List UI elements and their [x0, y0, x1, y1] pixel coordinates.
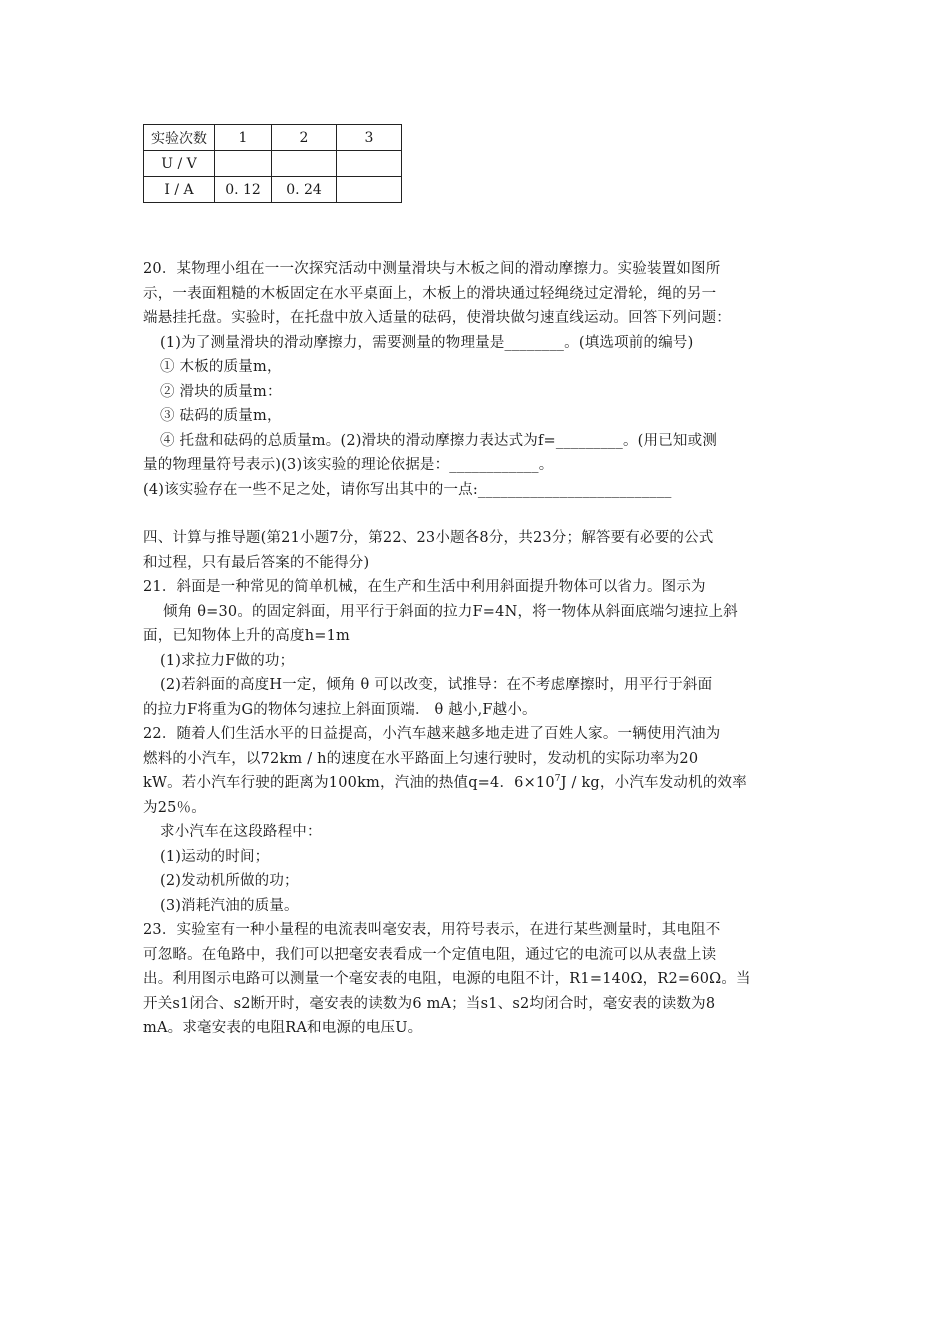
text-line: mA。求毫安表的电阻RA和电源的电压U。	[143, 1020, 423, 1036]
table-cell: 1	[215, 125, 272, 151]
table-row	[144, 177, 402, 203]
text-line: (1)为了测量滑块的滑动摩擦力，需要测量的物理量是________。(填选项前的编号)	[160, 334, 694, 351]
table-cell: 0. 12	[215, 177, 272, 203]
text-line: 四、计算与推导题(第21小题7分，第22、23小题各8分，共23分；解答要有必要的公式	[143, 530, 714, 546]
table-cell	[215, 151, 272, 177]
question-21	[143, 575, 809, 722]
text-line: (3)消耗汽油的质量。	[160, 897, 299, 914]
table-cell: 3	[337, 125, 402, 151]
text-line: 21．斜面是一种常见的简单机械，在生产和生活中利用斜面提升物体可以省力。图示为	[143, 579, 706, 595]
question-22	[143, 722, 809, 918]
text-line: (1)运动的时间；	[160, 848, 270, 865]
text-line: 20．某物理小组在一一次探究活动中测量滑块与木板之间的滑动摩擦力。实验装置如图所	[143, 261, 721, 277]
text-segment: kW。若小汽车行驶的距离为100km，汽油的热值q=4．6×10	[143, 775, 555, 791]
text-line: 为25％。	[143, 799, 206, 816]
table-cell	[337, 177, 402, 203]
table-cell: 实验次数	[144, 125, 215, 151]
table-cell	[337, 151, 402, 177]
text-line: (4)该实验存在一些不足之处，请你写出其中的一点:__________________________	[143, 481, 672, 498]
text-line: 和过程，只有最后答案的不能得分)	[143, 554, 370, 571]
text-line: 倾角 θ=30。的固定斜面，用平行于斜面的拉力F=4N，将一物体从斜面底端匀速拉上斜	[163, 603, 738, 620]
option-line: ④ 托盘和砝码的总质量m。(2)滑块的滑动摩擦力表达式为f=_________。(用已知或测	[160, 432, 718, 449]
table-cell: 2	[272, 125, 337, 151]
option-line: ③ 砝码的质量m，	[160, 408, 282, 424]
option-line: ① 木板的质量m，	[160, 359, 282, 375]
table-header-row	[144, 125, 402, 151]
text-line: (1)求拉力F做的功；	[160, 652, 295, 669]
text-line: 量的物理量符号表示)(3)该实验的理论依据是：____________。	[143, 457, 554, 473]
text-line: (2)发动机所做的功；	[160, 873, 299, 889]
text-line: (2)若斜面的高度H一定，倾角 θ 可以改变，试推导：在不考虑摩擦时，用平行于斜面	[160, 677, 713, 693]
text-line	[143, 771, 809, 796]
table-cell	[272, 151, 337, 177]
table-cell: I / A	[144, 177, 215, 203]
text-line: 的拉力F将重为G的物体匀速拉上斜面顶端． θ 越小,F越小。	[143, 701, 537, 718]
table-row	[144, 151, 402, 177]
text-line: 出。利用图示电路可以测量一个毫安表的电阻，电源的电阻不计，R1=140Ω，R2=60Ω。当	[143, 971, 751, 987]
text-line: 22．随着人们生活水平的日益提高，小汽车越来越多地走进了百姓人家。一辆使用汽油为	[143, 726, 721, 742]
table-cell: 0. 24	[272, 177, 337, 203]
spacer	[143, 502, 809, 526]
text-line: 可忽略。在龟路中，我们可以把毫安表看成一个定值电阻，通过它的电流可以从表盘上读	[143, 946, 717, 963]
experiment-table	[143, 124, 402, 203]
table-cell: U / V	[144, 151, 215, 177]
text-line: 燃料的小汽车，以72km / h的速度在水平路面上匀速行驶时，发动机的实际功率为20	[143, 750, 699, 767]
superscript: 7	[554, 774, 561, 785]
question-20	[143, 257, 809, 502]
text-line: 示，一表面粗糙的木板固定在水平桌面上，木板上的滑块通过轻绳绕过定滑轮，绳的另一	[143, 285, 717, 302]
text-line: 面，已知物体上升的高度h=1m	[143, 628, 350, 644]
section-4-heading	[143, 526, 809, 575]
text-line: 端悬挂托盘。实验时，在托盘中放入适量的砝码，使滑块做匀速直线运动。回答下列问题：	[143, 310, 731, 326]
option-line: ② 滑块的质量m：	[160, 383, 282, 400]
question-23	[143, 918, 809, 1041]
document-body	[143, 257, 809, 1041]
text-line: 23．实验室有一种小量程的电流表叫毫安表，用符号表示，在进行某些测量时，其电阻不	[143, 922, 721, 938]
text-line: 开关s1闭合、s2断开时，毫安表的读数为6 mA；当s1、s2均闭合时，毫安表的读数为8	[143, 995, 716, 1012]
text-segment: J / kg，小汽车发动机的效率	[560, 775, 747, 791]
text-line: 求小汽车在这段路程中：	[160, 824, 322, 840]
